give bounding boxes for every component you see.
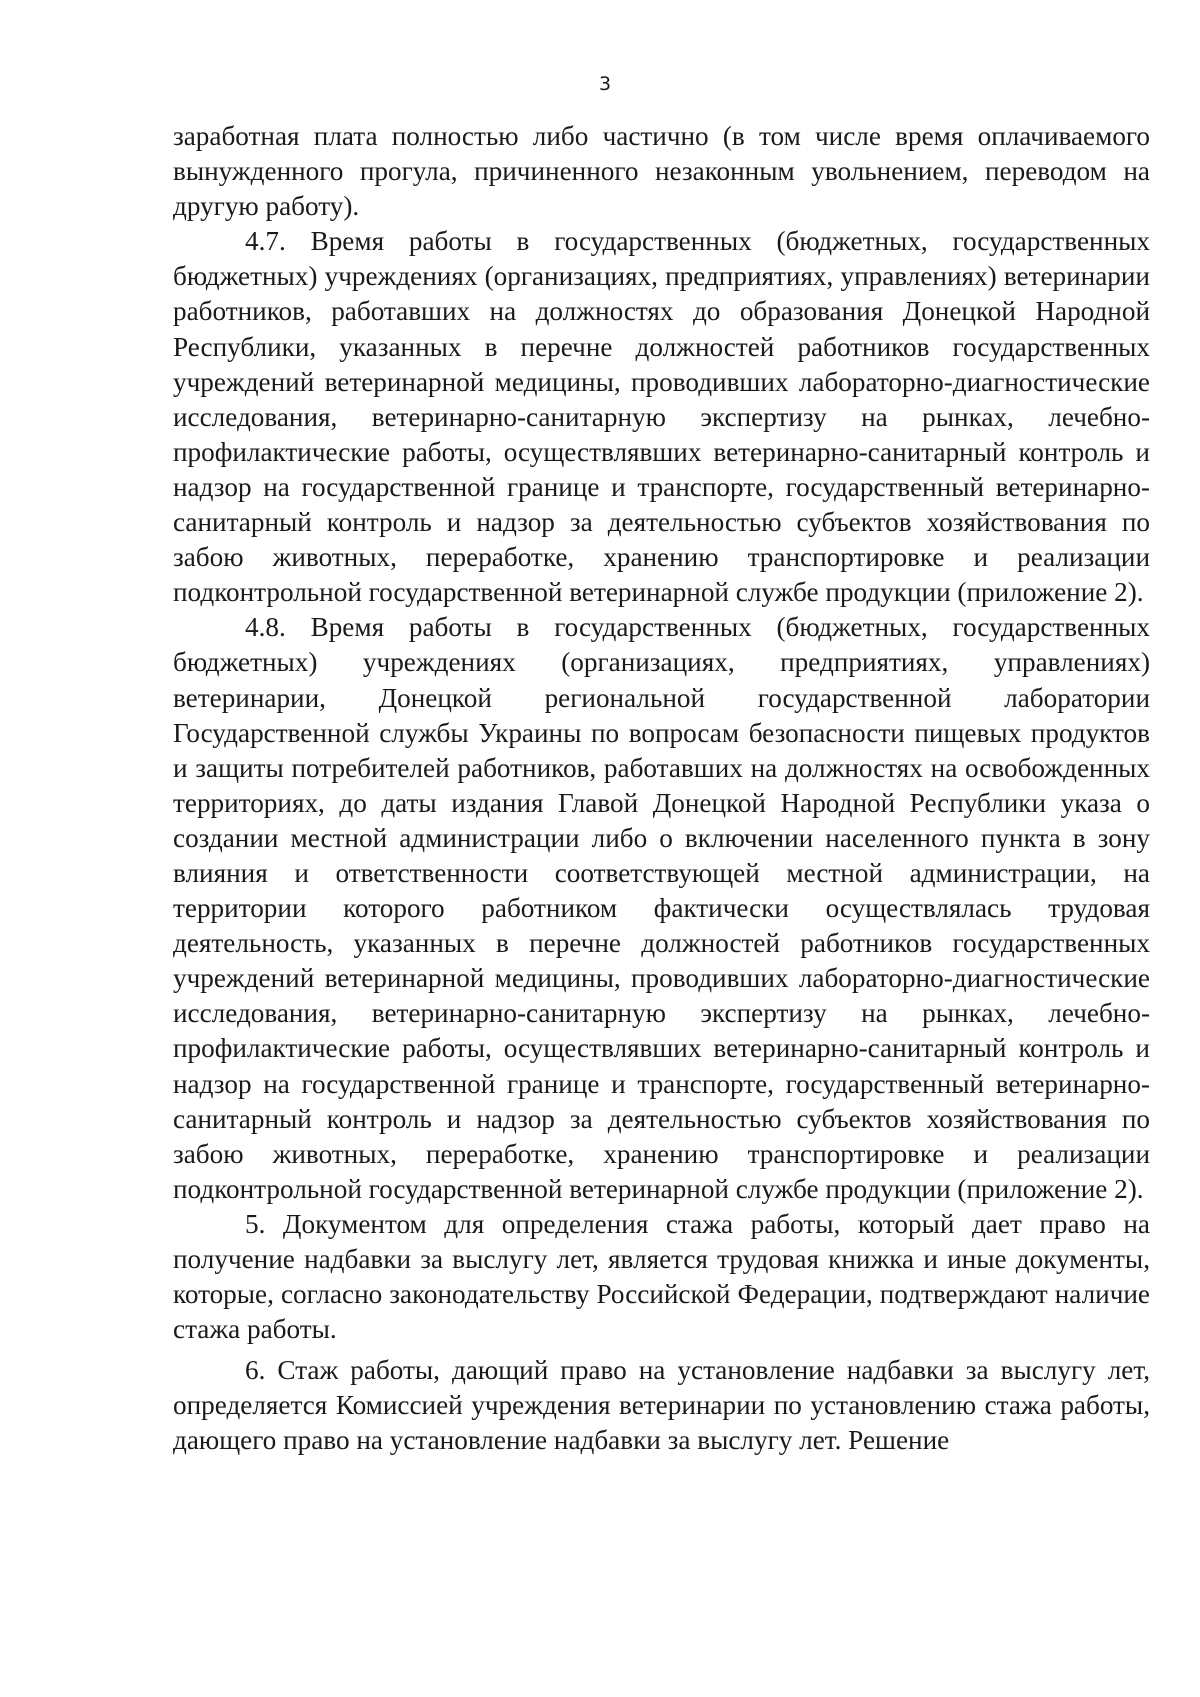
paragraph-4-8: 4.8. Время работы в государственных (бюджетных, государственных бюджетных) учреждениях (организациях, предприятиях, управлениях) ветеринарии, Донецкой региональной государственной лаборатории Государственной службы Украины по вопросам безопасности пищевых продуктов и защиты потребителей работников, работавших на должностях на освобожденных территориях, до даты издания Главой Донецкой Народной Республики указа о создании местной администрации либо о включении населенного пункта в зону влияния и ответственности соответствующей местной администрации, на территории которого работником фактически осуществлялась трудовая деятельность, указанных в перечне должностей работников государственных учреждений ветеринарной медицины, проводивших лабораторно-диагностические исследования, ветеринарно-санитарную экспертизу на рынках, лечебно-профилактические работы, осуществлявших ветеринарно-санитарный контроль и надзор на государственной границе и транспорте, государственный ветеринарно-санитарный контроль и надзор за деятельностью субъектов хозяйствования по забою животных, переработке, хранению транспортировке и реализации подконтрольной государственной ветеринарной службе продукции (приложение 2). <box>173 612 1150 1204</box>
document-body <box>173 119 1150 1459</box>
page-number: 3 <box>598 73 612 95</box>
paragraph-continuation: заработная плата полностью либо частично (в том числе время оплачиваемого вынужденного прогула, причиненного незаконным увольнением, переводом на другую работу). <box>173 121 1150 222</box>
paragraph-6: 6. Стаж работы, дающий право на установление надбавки за выслугу лет, определяется Комиссией учреждения ветеринарии по установлению стажа работы, дающего право на установление надбавки за выслугу лет. Решение <box>173 1355 1150 1456</box>
paragraph-5: 5. Документом для определения стажа работы, который дает право на получение надбавки за выслугу лет, является трудовая книжка и иные документы, которые, согласно законодательству Российской Федерации, подтверждают наличие стажа работы. <box>173 1208 1150 1345</box>
paragraph-4-7: 4.7. Время работы в государственных (бюджетных, государственных бюджетных) учреждениях (организациях, предприятиях, управлениях) ветеринарии работников, работавших на должностях до образования Донецкой Народной Республики, указанных в перечне должностей работников государственных учреждений ветеринарной медицины, проводивших лабораторно-диагностические исследования, ветеринарно-санитарную экспертизу на рынках, лечебно-профилактические работы, осуществлявших ветеринарно-санитарный контроль и надзор на государственной границе и транспорте, государственный ветеринарно-санитарный контроль и надзор за деятельностью субъектов хозяйствования по забою животных, переработке, хранению транспортировке и реализации подконтрольной государственной ветеринарной службе продукции (приложение 2). <box>173 226 1150 608</box>
